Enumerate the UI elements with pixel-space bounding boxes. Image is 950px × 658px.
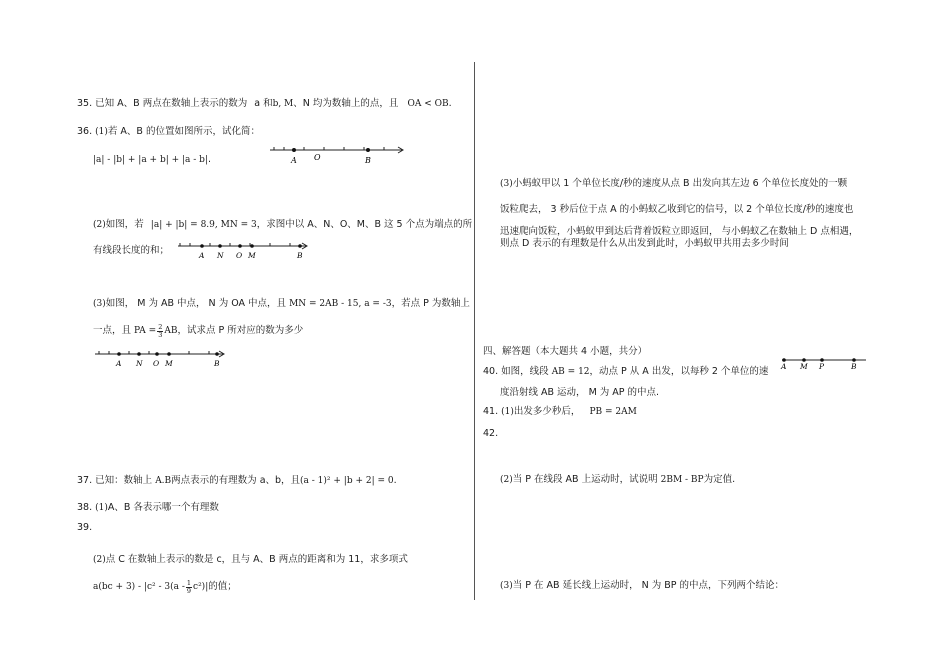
question-text: ，试求点 P 所对应的数为多少: [177, 325, 304, 336]
point-label: A: [291, 156, 297, 165]
question-text: 两点表示的有理数为 a、b，且: [171, 475, 301, 486]
simplify-expression: |a| - |b| + |a + b| + |a - b|.: [93, 154, 211, 165]
point-label: B: [365, 156, 371, 165]
point-label: O: [236, 251, 243, 260]
question-text: ，动点 P 从 A 出发，以每秒 2 个单位的速: [589, 366, 769, 377]
part-marker: (1): [95, 127, 108, 137]
formula: PB = 2AM: [589, 407, 637, 417]
question-text: 出发多少秒后，: [513, 406, 581, 417]
question-36: [77, 126, 260, 138]
question-text: 当 P 在线段 AB 上运动时，试说明: [512, 474, 658, 485]
question-text: 一点，且: [93, 325, 132, 336]
point-label: B: [214, 359, 220, 368]
question-42-part-3: [500, 580, 784, 592]
question-text: a 和: [254, 98, 273, 109]
formula: |a| + |b| = 8.9, MN = 3: [150, 220, 257, 230]
point-label: B: [297, 251, 303, 260]
question-36-part-3: [93, 298, 470, 310]
question-39-part-2: [93, 554, 408, 566]
question-39-part-3-line-4: [500, 238, 789, 250]
part-marker: (2): [93, 555, 106, 565]
question-text: 则点 D 表示的有理数是什么从出发到此时，小蚂蚁甲共用去多少时间: [500, 238, 789, 249]
part-marker: (3): [500, 179, 513, 189]
question-42: [483, 428, 498, 440]
question-text: 的值；: [208, 581, 237, 592]
question-37: 37. 已知：数轴上 A.B两点表示的有理数为 a、b，且(a - 1)² + |b + 2| = 0.: [77, 475, 397, 486]
question-number: 35.: [77, 98, 93, 109]
question-36-part-3-line-2: [93, 324, 303, 338]
question-text: 已知 A、B 两点在数轴上表示的数为: [95, 98, 248, 109]
question-text: ，若点 P 为数轴上: [391, 298, 470, 309]
question-42-part-2: [500, 474, 735, 486]
point-label: O: [153, 359, 160, 368]
question-text: .: [448, 98, 452, 109]
question-number: 36.: [77, 126, 93, 137]
formula: (a - 1)² + |b + 2| = 0: [300, 476, 394, 486]
question-text: 点 C 在数轴上表示的数是 c，且与 A、B 两点的距离和为 11，求多项式: [105, 554, 408, 565]
part-marker: (1): [501, 407, 514, 417]
part-marker: (3): [500, 581, 513, 591]
question-36-part-2-line-2: [93, 245, 169, 257]
question-text: 当 P 在 AB 延长线上运动时， N 为 BP 的中点，下列两个结论：: [512, 580, 785, 591]
part-marker: (1): [95, 503, 108, 513]
question-text: ，求图中以 A、N、O、M、B 这 5 个点为端点的所: [256, 219, 473, 230]
formula: PA = $\frac{2}{3}$ AB: [134, 323, 178, 339]
question-41: [483, 406, 637, 418]
formula: A.B: [155, 476, 172, 486]
formula: AB = 12: [551, 367, 590, 377]
question-36-part-2: [93, 219, 472, 231]
question-text: 如图，线段: [501, 366, 549, 377]
formula: b, M: [272, 99, 294, 109]
formula: a(bc + 3) - |c² - 3(a - 1 9 c²)|: [93, 579, 209, 595]
question-text: 、N 均为数轴上的点，且: [293, 98, 399, 109]
question-text: 饭粒爬去， 3 秒后位于点 A 的小蚂蚁乙收到它的信号，以 2 个单位长度/秒的速度也: [500, 204, 854, 215]
column-divider: [474, 62, 475, 600]
question-number: 37.: [77, 475, 93, 486]
fraction: 1 9: [186, 579, 192, 595]
part-marker: (3): [93, 299, 106, 309]
fraction: $\frac{2}{3}$: [158, 323, 163, 339]
formula: MN = 2AB - 15, a = -3: [289, 299, 392, 309]
point-label: P: [819, 362, 825, 371]
question-35: [77, 98, 452, 110]
point-a: [292, 148, 296, 152]
number-line-figure-3: [93, 347, 229, 369]
question-39-part-3-line-2: [500, 204, 853, 216]
question-number: 40.: [483, 366, 499, 377]
point-label: O: [314, 153, 321, 162]
question-text: 如图，若: [105, 219, 144, 230]
point-label: M: [165, 359, 173, 368]
point-b: [366, 148, 370, 152]
formula: 2BM - BP: [660, 475, 704, 485]
point-label: M: [248, 251, 256, 260]
point-label: A: [781, 362, 787, 371]
question-text: 小蚂蚁甲以 1 个单位长度/秒的速度从点 B 出发向其左边 6 个单位长度处的一颗: [512, 178, 848, 189]
number-line-figure-2: [176, 239, 312, 261]
point-label: A: [199, 251, 205, 260]
question-text: A、B 各表示哪一个有理数: [107, 502, 219, 513]
part-marker: (2): [500, 475, 513, 485]
question-40: [483, 366, 768, 378]
segment-figure: [780, 355, 870, 375]
question-text: 如图， M 为 AB 中点， N 为 OA 中点，且: [105, 298, 287, 309]
question-38: [77, 502, 219, 514]
point-label: B: [851, 362, 857, 371]
question-39-part-2-line-2: [93, 580, 237, 594]
question-39-part-3-line-3: [500, 226, 858, 238]
question-39-part-3: [500, 178, 847, 190]
point-label: A: [116, 359, 122, 368]
question-number: 42.: [483, 428, 499, 439]
question-number: 39.: [77, 522, 93, 533]
section-heading: [483, 346, 647, 358]
question-text: 度沿射线 AB 运动， M 为 AP 的中点.: [500, 387, 660, 398]
question-text: 迅速爬向饭粒，小蚂蚁甲到达后背着饭粒立即返回， 与小蚂蚁乙在数轴上 D 点相遇，: [500, 226, 859, 237]
point-label: N: [136, 359, 143, 368]
section-title: 四、解答题（本大题共 4 小题，共分）: [483, 346, 648, 357]
question-text: 为定值.: [703, 474, 736, 485]
question-text: 已知：数轴上: [95, 475, 153, 486]
question-text: 有线段长度的和；: [93, 245, 170, 256]
point-label: N: [217, 251, 224, 260]
number-line-figure-1: [268, 143, 408, 165]
formula: OA < OB: [407, 99, 449, 109]
formula: |a| - |b| + |a + b| + |a - b|: [93, 155, 208, 165]
question-39: [77, 522, 92, 534]
question-number: 38.: [77, 502, 93, 513]
question-text: 若 A、B 的位置如图所示，试化简：: [107, 126, 260, 137]
question-number: 41.: [483, 406, 499, 417]
point-label: M: [800, 362, 808, 371]
part-marker: (2): [93, 220, 106, 230]
question-40-line-2: [500, 387, 659, 399]
